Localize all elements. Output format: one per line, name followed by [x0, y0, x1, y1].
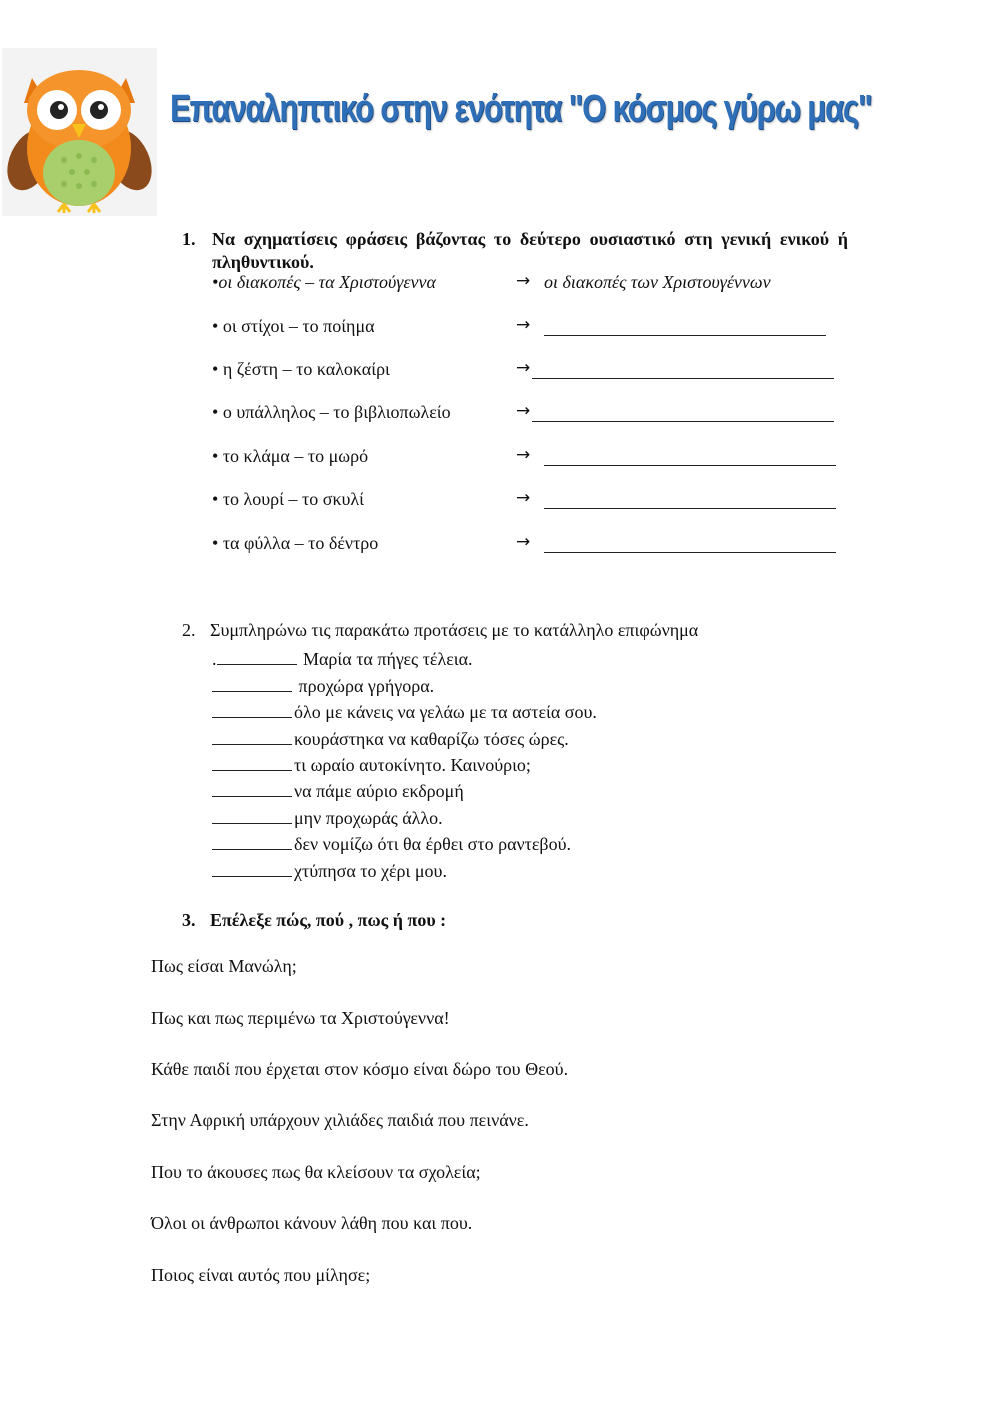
exercise-1-item: • τα φύλλα – το δέντρο →	[212, 533, 842, 559]
exercise-3-heading	[182, 910, 446, 931]
blank-input[interactable]	[217, 648, 297, 665]
exercise-1-heading	[182, 228, 848, 274]
exercise-3-sentence[interactable]: Κάθε παιδί που έρχεται στον κόσμο είναι δώρο του Θεού.	[151, 1059, 569, 1079]
bullet-icon: •	[212, 272, 219, 292]
exercise-2-item: κουράστηκα να καθαρίζω τόσες ώρες.	[212, 728, 569, 750]
exercise-1-item: • οι στίχοι – το ποίημα →	[212, 316, 842, 342]
blank-input[interactable]	[212, 780, 292, 797]
example-right: οι διακοπές των Χριστουγέννων	[544, 272, 771, 292]
exercise-1-example	[212, 272, 842, 298]
arrow-icon: →	[516, 532, 531, 552]
exercise-2-item: μην προχωράς άλλο.	[212, 807, 443, 829]
bullet-icon: •	[212, 359, 219, 379]
answer-line[interactable]	[544, 552, 836, 553]
bullet-icon: •	[212, 533, 219, 553]
bullet-icon: •	[212, 402, 219, 422]
exercise-1-item: • το κλάμα – το μωρό →	[212, 446, 842, 472]
exercise-2-heading	[182, 620, 698, 641]
exercise-2-item: δεν νομίζω ότι θα έρθει στο ραντεβού.	[212, 833, 571, 855]
bullet-icon: •	[212, 489, 219, 509]
exercise-3-sentence[interactable]: Στην Αφρική υπάρχουν χιλιάδες παιδιά που πεινάνε.	[151, 1110, 529, 1130]
bullet-icon: •	[212, 316, 219, 336]
exercise-2-item: όλο με κάνεις να γελάω με τα αστεία σου.	[212, 701, 597, 723]
exercise-3-sentence[interactable]: Όλοι οι άνθρωποι κάνουν λάθη που και που.	[151, 1213, 473, 1233]
blank-input[interactable]	[212, 807, 292, 824]
exercise-1-item: • η ζέστη – το καλοκαίρι →	[212, 359, 842, 385]
arrow-icon: →	[516, 445, 531, 465]
exercise-3-sentence[interactable]: Που το άκουσες πως θα κλείσουν τα σχολεία;	[151, 1162, 481, 1182]
arrow-icon: →	[516, 315, 531, 335]
answer-line[interactable]	[544, 508, 836, 509]
exercise-3-sentence[interactable]: Πως και πως περιμένω τα Χριστούγεννα!	[151, 1008, 450, 1028]
arrow-icon: →	[516, 488, 531, 508]
exercise-3-sentence[interactable]: Ποιος είναι αυτός που μίλησε;	[151, 1265, 371, 1285]
answer-line[interactable]	[544, 335, 826, 336]
blank-input[interactable]	[212, 833, 292, 850]
exercise-1-item: • το λουρί – το σκυλί →	[212, 489, 842, 515]
blank-input[interactable]	[212, 860, 292, 877]
exercise-1-number: 1.	[182, 229, 196, 249]
exercise-2-item: τι ωραίο αυτοκίνητο. Καινούριο;	[212, 754, 531, 776]
blank-input[interactable]	[212, 754, 292, 771]
arrow-icon: →	[516, 358, 531, 378]
answer-line[interactable]	[544, 465, 836, 466]
answer-line[interactable]	[532, 378, 834, 379]
owl-logo	[2, 48, 157, 216]
exercise-2-instruction: Συμπληρώνω τις παρακάτω προτάσεις με το κατάλληλο επιφώνημα	[210, 620, 699, 640]
exercise-1-instruction: Να σχηματίσεις φράσεις βάζοντας το δεύτερο ουσιαστικό στη γενική ενικού ή πληθυντικού.	[212, 229, 848, 272]
bullet-icon: •	[212, 446, 219, 466]
example-left: οι διακοπές – τα Χριστούγεννα	[218, 272, 436, 292]
exercise-2-item: προχώρα γρήγορα.	[212, 675, 434, 697]
exercise-2-item: . Μαρία τα πήγες τέλεια.	[212, 649, 473, 669]
blank-input[interactable]	[212, 728, 292, 745]
exercise-1-item: • ο υπάλληλος – το βιβλιοπωλείο →	[212, 402, 842, 428]
exercise-3-number: 3.	[182, 910, 196, 930]
exercise-2-number: 2.	[182, 620, 196, 640]
exercise-2-item: να πάμε αύριο εκδρομή	[212, 780, 464, 802]
arrow-icon: →	[516, 271, 531, 291]
blank-input[interactable]	[212, 701, 292, 718]
exercise-3-sentence[interactable]: Πως είσαι Μανώλη;	[151, 956, 297, 976]
page-title: Επαναληπτικό στην ενότητα "Ο κόσμος γύρω μας"	[170, 88, 872, 130]
answer-line[interactable]	[532, 421, 834, 422]
arrow-icon: →	[516, 401, 531, 421]
blank-input[interactable]	[212, 675, 292, 692]
exercise-3-instruction: Επέλεξε πώς, πού , πως ή που :	[210, 910, 447, 930]
exercise-2-item: χτύπησα το χέρι μου.	[212, 860, 447, 882]
